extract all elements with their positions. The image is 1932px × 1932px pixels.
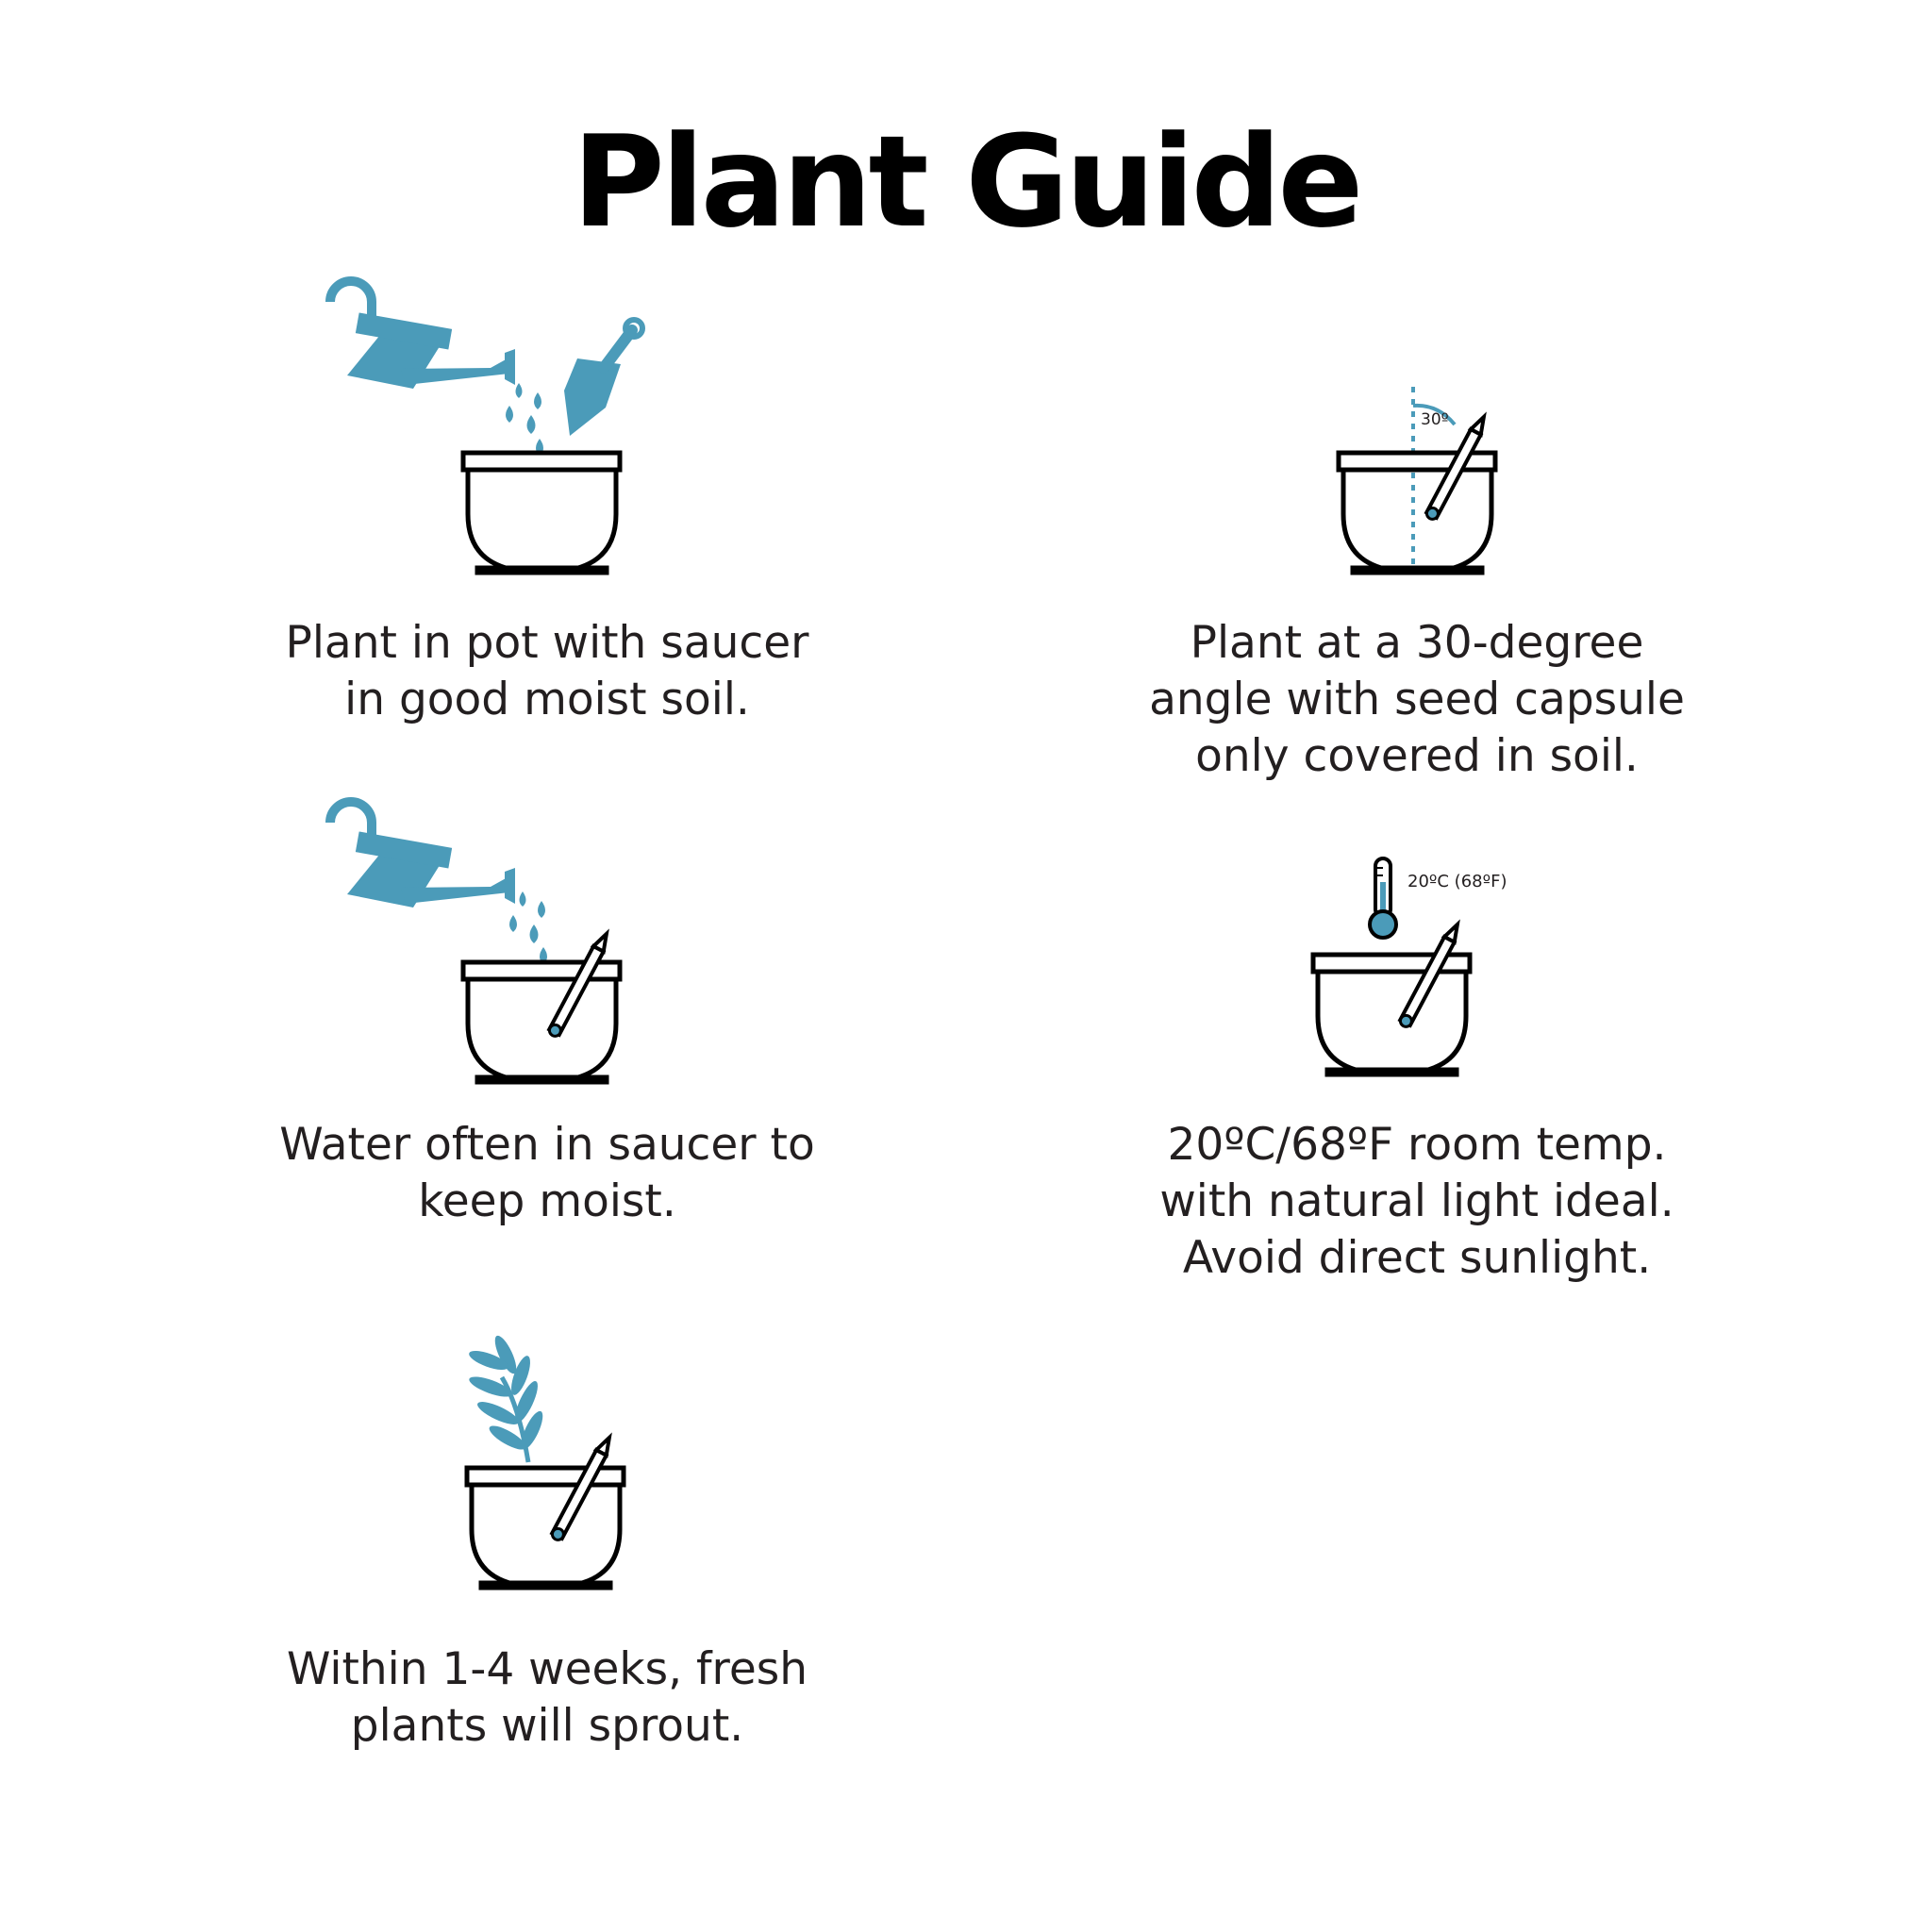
page-title: Plant Guide [572, 108, 1360, 256]
caption-line: Avoid direct sunlight. [1182, 1232, 1652, 1284]
step-caption [1058, 615, 1775, 785]
caption-line: 20ºC/68ºF room temp. [1167, 1119, 1667, 1171]
angle-label: 30º [1421, 410, 1449, 429]
step-caption [189, 1117, 906, 1230]
step-plant-in-pot [189, 274, 906, 745]
step-room-temperature [1058, 830, 1775, 1321]
caption-line: Plant in pot with saucer [285, 617, 809, 669]
step-water-often [189, 774, 906, 1245]
thermometer-icon [1370, 858, 1507, 938]
step-illustration [189, 274, 906, 604]
pencil-icon [1398, 922, 1462, 1028]
caption-line: in good moist soil. [344, 674, 750, 725]
caption-line: keep moist. [418, 1175, 676, 1227]
pot-with-saucer-icon [463, 453, 620, 573]
watering-can-icon [330, 802, 515, 908]
step-caption [1058, 1117, 1775, 1287]
pot-with-saucer-icon [467, 1468, 624, 1588]
step-caption [189, 1641, 906, 1755]
watering-can-icon [330, 281, 515, 389]
caption-line: Plant at a 30-degree [1190, 617, 1644, 669]
step-illustration [1058, 274, 1775, 604]
step-illustration [189, 774, 906, 1104]
temperature-label: 20ºC (68ºF) [1407, 872, 1507, 891]
step-illustration [1058, 830, 1775, 1123]
step-caption [189, 615, 906, 728]
pot-with-saucer-icon [1313, 955, 1470, 1074]
step-illustration [189, 1321, 906, 1604]
pot-with-saucer-icon [1339, 453, 1495, 573]
caption-line: angle with seed capsule [1149, 674, 1685, 725]
caption-line: Within 1-4 weeks, fresh [286, 1643, 808, 1695]
sprout-icon [467, 1333, 547, 1462]
caption-line: Water often in saucer to [279, 1119, 815, 1171]
caption-line: with natural light ideal. [1159, 1175, 1674, 1227]
caption-line: plants will sprout. [350, 1700, 744, 1752]
pencil-icon [547, 931, 611, 1038]
step-plant-at-angle [1058, 274, 1775, 802]
pot-with-saucer-icon [463, 962, 620, 1082]
step-sprout [189, 1321, 906, 1774]
caption-line: only covered in soil. [1195, 730, 1639, 782]
pencil-icon [550, 1435, 614, 1541]
water-drops-icon [506, 383, 543, 456]
trowel-icon [564, 320, 642, 436]
